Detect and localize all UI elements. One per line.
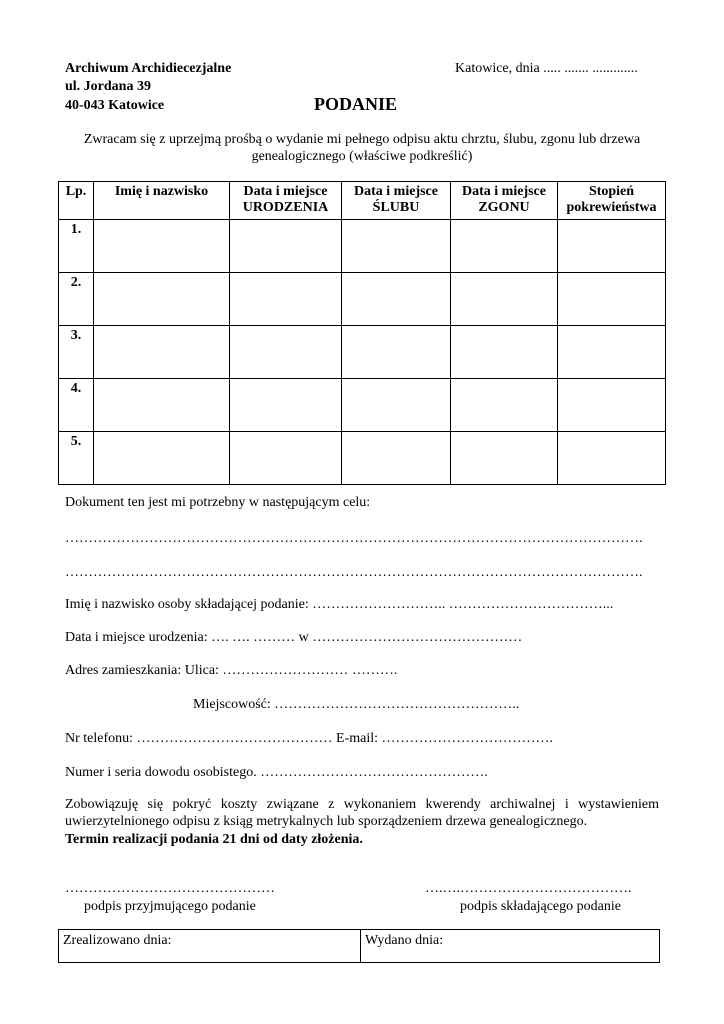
birth-cell[interactable] [230, 220, 342, 273]
applicant-signature-label: podpis składającego podanie [460, 899, 621, 914]
receiver-signature-label: podpis przyjmującego podanie [84, 899, 256, 914]
request-table [58, 181, 666, 485]
header-relation-line2: pokrewieństwa [566, 200, 657, 215]
purpose-line-1[interactable]: ……………………………………………………………………………………………………………. [65, 531, 643, 546]
row-number: 3. [59, 326, 94, 379]
row-number: 1. [59, 220, 94, 273]
office-use-box [58, 929, 660, 963]
purpose-line-2[interactable]: ……………………………………………………………………………………………………………. [65, 565, 643, 580]
death-cell[interactable] [451, 432, 558, 485]
table-row [59, 379, 666, 432]
header-marriage [342, 182, 451, 220]
document-title: PODANIE [314, 94, 398, 114]
marriage-cell[interactable] [342, 379, 451, 432]
birth-cell[interactable] [230, 432, 342, 485]
applicant-name-field[interactable]: Imię i nazwisko osoby składającej podanie: ……………………….. ……………………………... [65, 597, 614, 612]
intro-text: Zwracam się z uprzejmą prośbą o wydanie mi pełnego odpisu aktu chrztu, ślubu, zgonu lub drzewa genealogicznego (właściwe podkreślić) [83, 132, 641, 164]
relation-cell[interactable] [558, 379, 666, 432]
birth-cell[interactable] [230, 326, 342, 379]
header-birth [230, 182, 342, 220]
address-street-field[interactable]: Adres zamieszkania: Ulica: ……………………… ………. [65, 663, 398, 678]
obligation-text: Zobowiązuję się pokryć koszty związane z wykonaniem kwerendy archiwalnej i wystawieniem uwierzytelnionego odpisu z ksiąg metrykalnych lub sporządzeniem drzewa genealogicznego. [65, 797, 659, 829]
purpose-label: Dokument ten jest mi potrzebny w następującym celu: [65, 495, 371, 510]
row-number: 5. [59, 432, 94, 485]
name-cell[interactable] [94, 326, 230, 379]
relation-cell[interactable] [558, 220, 666, 273]
relation-cell[interactable] [558, 432, 666, 485]
receiver-signature-line[interactable]: ……………………………………… [65, 881, 275, 896]
institution-city: 40-043 Katowice [65, 98, 165, 113]
death-cell[interactable] [451, 379, 558, 432]
phone-email-field[interactable]: Nr telefonu: …………………………………… E-mail: ………………………………. [65, 731, 554, 746]
header-lp: Lp. [59, 182, 94, 220]
institution-street: ul. Jordana 39 [65, 79, 151, 94]
table-row [59, 432, 666, 485]
header-birth-line2: URODZENIA [242, 200, 329, 215]
relation-cell[interactable] [558, 326, 666, 379]
table-row [59, 273, 666, 326]
table-header-row [59, 182, 666, 220]
deadline-text: Termin realizacji podania 21 dni od daty złożenia. [65, 832, 363, 847]
header-relation [558, 182, 666, 220]
table-row [59, 326, 666, 379]
death-cell[interactable] [451, 273, 558, 326]
issued-date-field[interactable]: Wydano dnia: [365, 933, 444, 948]
name-cell[interactable] [94, 432, 230, 485]
completed-date-field[interactable]: Zrealizowano dnia: [59, 930, 361, 962]
name-cell[interactable] [94, 220, 230, 273]
header-death-line2: ZGONU [478, 200, 530, 215]
row-number: 2. [59, 273, 94, 326]
death-cell[interactable] [451, 220, 558, 273]
header-name: Imię i nazwisko [94, 182, 230, 220]
header-marriage-line2: ŚLUBU [372, 200, 420, 215]
address-city-field[interactable]: Miejscowość: …………………………………………….. [193, 697, 520, 712]
birth-cell[interactable] [230, 273, 342, 326]
applicant-signature-line[interactable]: ….….………………………………. [425, 881, 632, 896]
header-marriage-line1: Data i miejsce [354, 184, 438, 199]
place-date-field[interactable]: Katowice, dnia ..... ....... ............. [455, 61, 638, 76]
marriage-cell[interactable] [342, 273, 451, 326]
row-number: 4. [59, 379, 94, 432]
id-card-field[interactable]: Numer i seria dowodu osobistego. …………………………………………. [65, 765, 488, 780]
marriage-cell[interactable] [342, 220, 451, 273]
relation-cell[interactable] [558, 273, 666, 326]
table-row [59, 220, 666, 273]
name-cell[interactable] [94, 273, 230, 326]
birth-cell[interactable] [230, 379, 342, 432]
birth-date-place-field[interactable]: Data i miejsce urodzenia: …. …. ……… w ……………………………………… [65, 630, 523, 645]
header-relation-line1: Stopień [588, 184, 635, 199]
header-death-line1: Data i miejsce [462, 184, 546, 199]
marriage-cell[interactable] [342, 326, 451, 379]
header-death [451, 182, 558, 220]
institution-name: Archiwum Archidiecezjalne [65, 61, 232, 76]
name-cell[interactable] [94, 379, 230, 432]
death-cell[interactable] [451, 326, 558, 379]
header-birth-line1: Data i miejsce [243, 184, 328, 199]
marriage-cell[interactable] [342, 432, 451, 485]
